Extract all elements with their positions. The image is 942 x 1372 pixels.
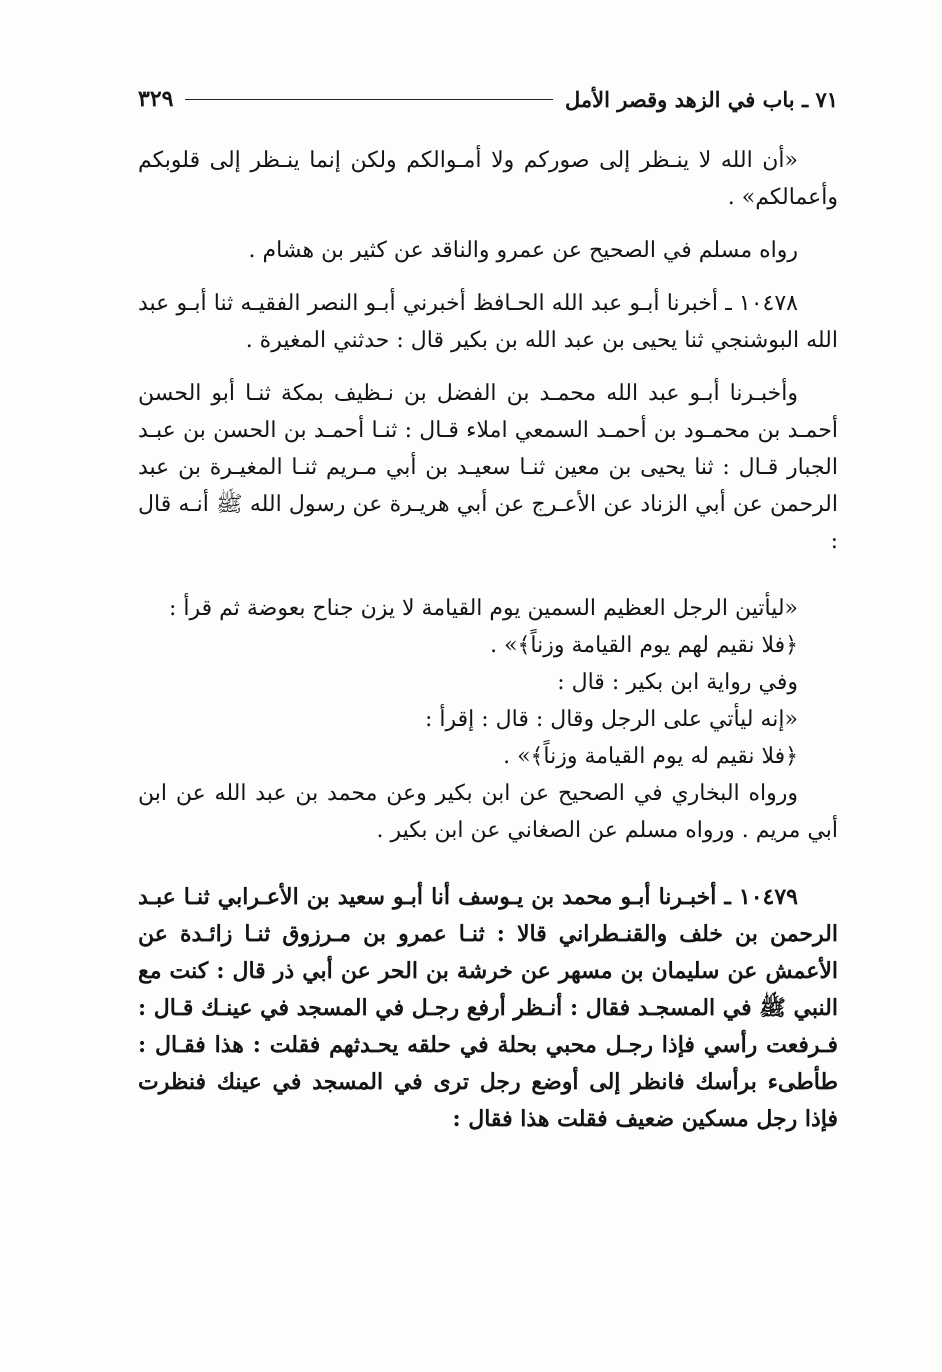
hadith-10479: ١٠٤٧٩ ـ أخبـرنا أبـو محمد بن يـوسف أنا أبـو سعيد بن الأعـرابي ثنـا عبـد الرحمن بن خلف والقنـطراني قالا : ثنـا عمرو بن مـرزوق ثنـا زائـدة عن الأعمش عن سليمان بن مسهر عن خرشة بن الحر عن أبي ذر قال : كنت مع النبي ﷺ في المسجـد فقال : أنـظر أرفع رجـل في المسجد في عينـك قـال : فـرفعت رأسي فإذا رجـل محبي بحلة في حلقه يحـدثهم فقلت : هذا فقـال : طأطىء برأسك فانظر إلى أوضع رجل ترى في المسجد في عينك فنظرت فإذا رجل مسكين ضعيف فقلت هذا فقال :: [138, 884, 838, 1132]
quran-verse: ﴿فلا نقيم لهم يوم القيامة وزناً﴾» .: [490, 633, 798, 658]
page-body: [138, 142, 838, 1138]
hadith-quote: «إنه ليأتي على الرجل وقال : قال : إقرأ :: [424, 707, 798, 732]
narration-note: رواه مسلم في الصحيح عن عمرو والناقد عن كثير بن هشام .: [248, 238, 798, 263]
quran-verse: ﴿فلا نقيم له يوم القيامة وزناً﴾» .: [503, 744, 798, 769]
isnad-paragraph: وأخبـرنا أبـو عبد الله محمـد بن الفضل بن نـظيف بمكة ثنـا أبو الحسن أحمـد بن محمـود بن أحمـد السمعي املاء قـال : ثنـا أحمـد بن الحسن بن عبـد الجبار قـال : ثنا يحيى بن معين ثنـا سعيـد بن أبي مـريم ثنـا المغيـرة بن عبد الرحمن عن أبي الزناد عن الأعـرج عن أبي هريـرة عن رسول الله ﷺ أنـه قال :: [138, 381, 838, 554]
chapter-title: ٧١ ـ باب في الزهد وقصر الأمل: [565, 86, 838, 112]
narration-variant: وفي رواية ابن بكير : قال :: [557, 670, 798, 695]
running-header: [138, 82, 838, 116]
header-rule: [185, 99, 553, 100]
hadith-10478-isnad: ١٠٤٧٨ ـ أخبرنا أبـو عبد الله الحـافظ أخبرني أبـو النصر الفقيـه ثنا أبـو عبد الله البوشنجي ثنا يحيى بن عبد الله بن بكير قال : حدثني المغيرة .: [138, 291, 838, 353]
hadith-quote: «ليأتين الرجل العظيم السمين يوم القيامة لا يزن جناح بعوضة ثم قرأ :: [168, 596, 798, 621]
page-number: ٣٢٩: [138, 86, 174, 112]
hadith-quote: «أن الله لا ينـظر إلى صوركم ولا أمـوالكم ولكن إنما ينـظر إلى قلوبكم وأعمالكم» .: [138, 148, 838, 210]
narration-note: ورواه البخاري في الصحيح عن ابن بكير وعن محمد بن عبد الله عن ابن أبي مريم . ورواه مسلم عن الصغاني عن ابن بكير .: [138, 781, 838, 843]
